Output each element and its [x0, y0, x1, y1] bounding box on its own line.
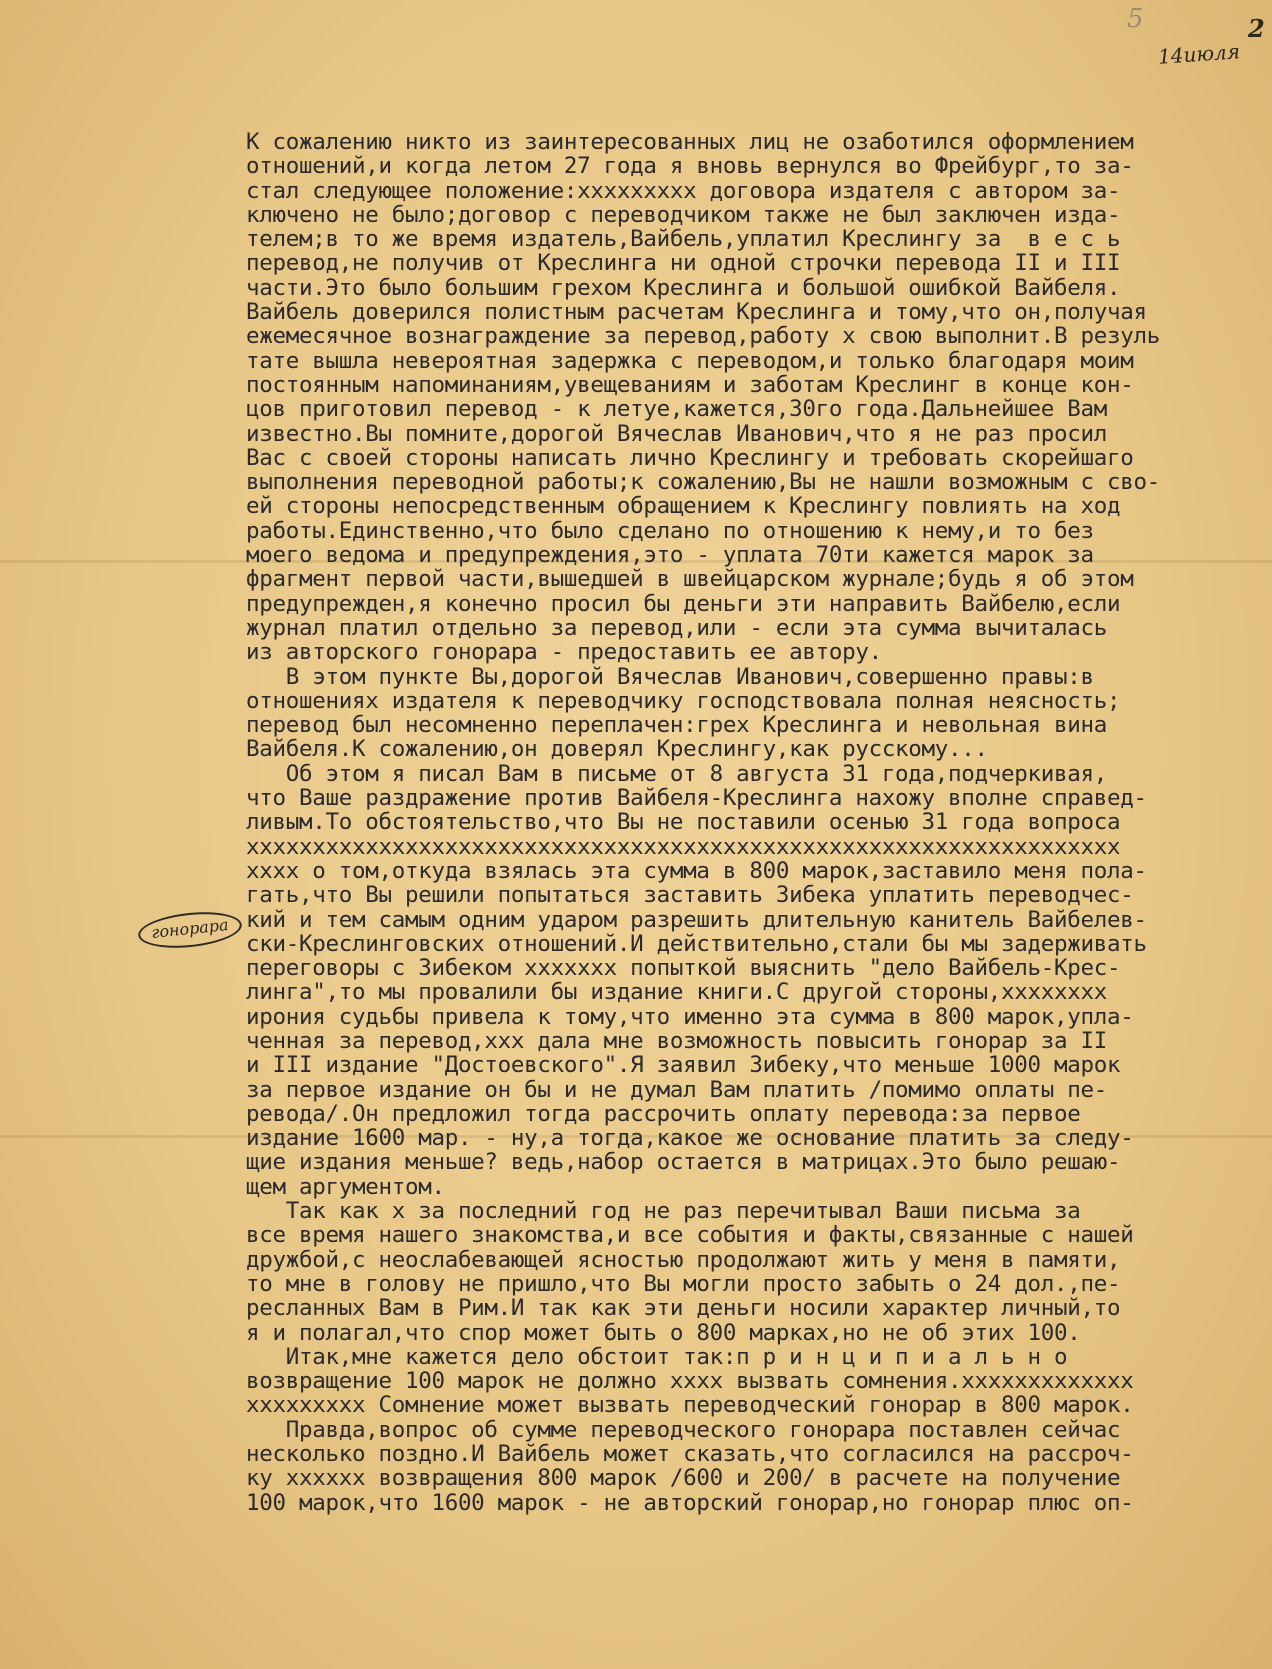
- text-line: В этом пункте Вы,дорогой Вячеслав Иванович,совершенно правы:в: [246, 663, 1094, 690]
- text-line: кий и тем самым одним ударом разрешить длительную канитель Вайбелев-: [246, 906, 1147, 933]
- text-line: ирония судьбы привела к тому,что именно эта сумма в 800 марок,упла-: [246, 1003, 1134, 1030]
- text-line: несколько поздно.И Вайбель может сказать,что согласился на рассроч-: [246, 1441, 1134, 1468]
- handwritten-margin-note: гонорара: [137, 908, 244, 953]
- text-line: ключено не было;договор с переводчиком также не был заключен изда-: [246, 201, 1121, 228]
- text-line: К сожалению никто из заинтересованных лиц не озаботился оформлением: [246, 129, 1134, 155]
- text-line: Об этом я писал Вам в письме от 8 августа 31 года,подчеркивая,: [246, 760, 1108, 787]
- text-line: дружбой,с неослабевающей ясностью продолжают жить у меня в памяти,: [246, 1246, 1121, 1273]
- text-line: Вас с своей стороны написать лично Креслингу и требовать скорейшаго: [246, 444, 1134, 471]
- text-line: части.Это было большим грехом Креслинга и большой ошибкой Вайбеля.: [246, 274, 1121, 301]
- text-line: Так как x за последний год не раз перечитывал Ваши письма за: [246, 1198, 1081, 1225]
- text-line: 100 марок,что 1600 марок - не авторский гонорар,но гонорар плюс оп-: [246, 1489, 1134, 1516]
- text-line: издание 1600 мар. - ну,а тогда,какое же основание платить за следу-: [246, 1125, 1134, 1152]
- handwritten-date-note: 14июля: [1157, 39, 1241, 69]
- text-line: моего ведома и предупреждения,это - уплата 70ти кажется марок за: [246, 542, 1094, 569]
- text-line: ревода/.Он предложил тогда рассрочить оплату перевода:за первое: [246, 1100, 1081, 1127]
- text-line: Правда,вопрос об сумме переводческого гонорара поставлен сейчас: [246, 1416, 1121, 1443]
- text-line: xxxx о том,откуда взялась эта сумма в 800 марок,заставило меня пола-: [246, 857, 1147, 884]
- text-line: Вайбеля.К сожалению,он доверял Креслингу,как русскому...: [246, 736, 988, 763]
- text-line: щие издания меньше? ведь,набор остается в матрицах.Это было решаю-: [246, 1149, 1121, 1176]
- text-line: выполнения переводной работы;к сожалению,Вы не нашли возможным с сво-: [246, 469, 1160, 496]
- text-line: постоянным напоминаниям,увещеваниям и заботам Креслинг в конце кон-: [246, 371, 1134, 398]
- text-line: ливым.То обстоятельство,что Вы не поставили осенью 31 года вопроса: [246, 809, 1121, 836]
- text-line: фрагмент первой части,вышедшей в швейцарском журнале;будь я об этом: [246, 566, 1134, 593]
- text-line: тате вышла невероятная задержка с переводом,и только благодаря моим: [246, 347, 1134, 374]
- text-line: телем;в то же время издатель,Вайбель,уплатил Креслингу за в е с ь: [246, 226, 1121, 253]
- text-line: за первое издание он бы и не думал Вам платить /помимо оплаты пе-: [246, 1076, 1108, 1103]
- text-line: ски-Креслинговских отношений.И действительно,стали бы мы задерживать: [246, 930, 1147, 957]
- text-line: отношений,и когда летом 27 года я вновь вернулся во Фрейбург,то за-: [246, 153, 1134, 180]
- text-line: цов приготовил перевод - к летуe,кажется,30го года.Дальнейшее Вам: [246, 396, 1108, 423]
- text-line: то мне в голову не пришло,что Вы могли просто забыть о 24 дол.,пе-: [246, 1270, 1121, 1297]
- text-line: ежемесячное вознаграждение за перевод,работу x свою выполнит.В резуль: [246, 323, 1160, 350]
- text-line: возвращение 100 марок не должно xxxx вызвать сомнения.xxxxxxxxxxxxx: [246, 1368, 1134, 1395]
- text-line: известно.Вы помните,дорогой Вячеслав Иванович,что я не раз просил: [246, 420, 1108, 447]
- page-number-mark: 2: [1248, 14, 1265, 43]
- text-line: линга",то мы провалили бы издание книги.С другой стороны,xxxxxxxx: [246, 979, 1108, 1006]
- text-line: отношениях издателя к переводчику господствовала полная неясность;: [246, 687, 1121, 714]
- text-line: гать,что Вы решили попытаться заставить Зибека уплатить переводчес-: [246, 882, 1134, 909]
- text-line: Вайбель доверился полистным расчетам Креслинга и тому,что он,получая: [246, 299, 1147, 326]
- letter-body: [246, 130, 1256, 1515]
- text-line: я и полагал,что спор может быть о 800 марках,но не об этих 100.: [246, 1319, 1081, 1346]
- text-line: и III издание "Достоевского".Я заявил Зибеку,что меньше 1000 марок: [246, 1052, 1121, 1079]
- text-line: из авторского гонорара - предоставить ее автору.: [246, 639, 882, 666]
- text-line: ку xxxxxx возвращения 800 марок /600 и 200/ в расчете на получение: [246, 1465, 1121, 1492]
- text-line: работы.Единственно,что было сделано по отношению к нему,и то без: [246, 517, 1094, 544]
- text-line: ченная за перевод,xxx дала мне возможность повысить гонорар за II: [246, 1027, 1108, 1054]
- text-line: журнал платил отдельно за перевод,или - если эта сумма вычиталась: [246, 614, 1108, 641]
- text-line: щем аргументом.: [246, 1173, 445, 1200]
- archive-number-mark: 5: [1127, 4, 1144, 34]
- text-line: xxxxxxxxx Сомнение может вызвать переводческий гонорар в 800 марок.: [246, 1392, 1134, 1419]
- text-line: ресланных Вам в Рим.И так как эти деньги носили характер личный,то: [246, 1295, 1121, 1322]
- text-line: что Ваше раздражение против Вайбеля-Креслинга нахожу вполне справед-: [246, 785, 1147, 812]
- text-line: xxxxxxxxxxxxxxxxxxxxxxxxxxxxxxxxxxxxxxxxxxxxxxxxxxxxxxxxxxxxxxxxxx: [246, 833, 1121, 860]
- text-line: все время нашего знакомства,и все события и факты,связанные с нашей: [246, 1222, 1134, 1249]
- text-line: Итак,мне кажется дело обстоит так:п р и н ц и п и а л ь н о: [246, 1343, 1068, 1370]
- text-line: переговоры с Зибеком xxxxxxx попыткой выяснить "дело Вайбель-Крес-: [246, 955, 1121, 982]
- text-line: ей стороны непосредственным обращением к Креслингу повлиять на ход: [246, 493, 1121, 520]
- text-line: стал следующее положение:xxxxxxxxx договора издателя с автором за-: [246, 177, 1121, 204]
- text-line: предупрежден,я конечно просил бы деньги эти направить Вайбелю,если: [246, 590, 1121, 617]
- text-line: перевод,не получив от Креслинга ни одной строчки перевода II и III: [246, 250, 1121, 277]
- text-line: перевод был несомненно переплачен:грех Креслинга и невольная вина: [246, 712, 1108, 739]
